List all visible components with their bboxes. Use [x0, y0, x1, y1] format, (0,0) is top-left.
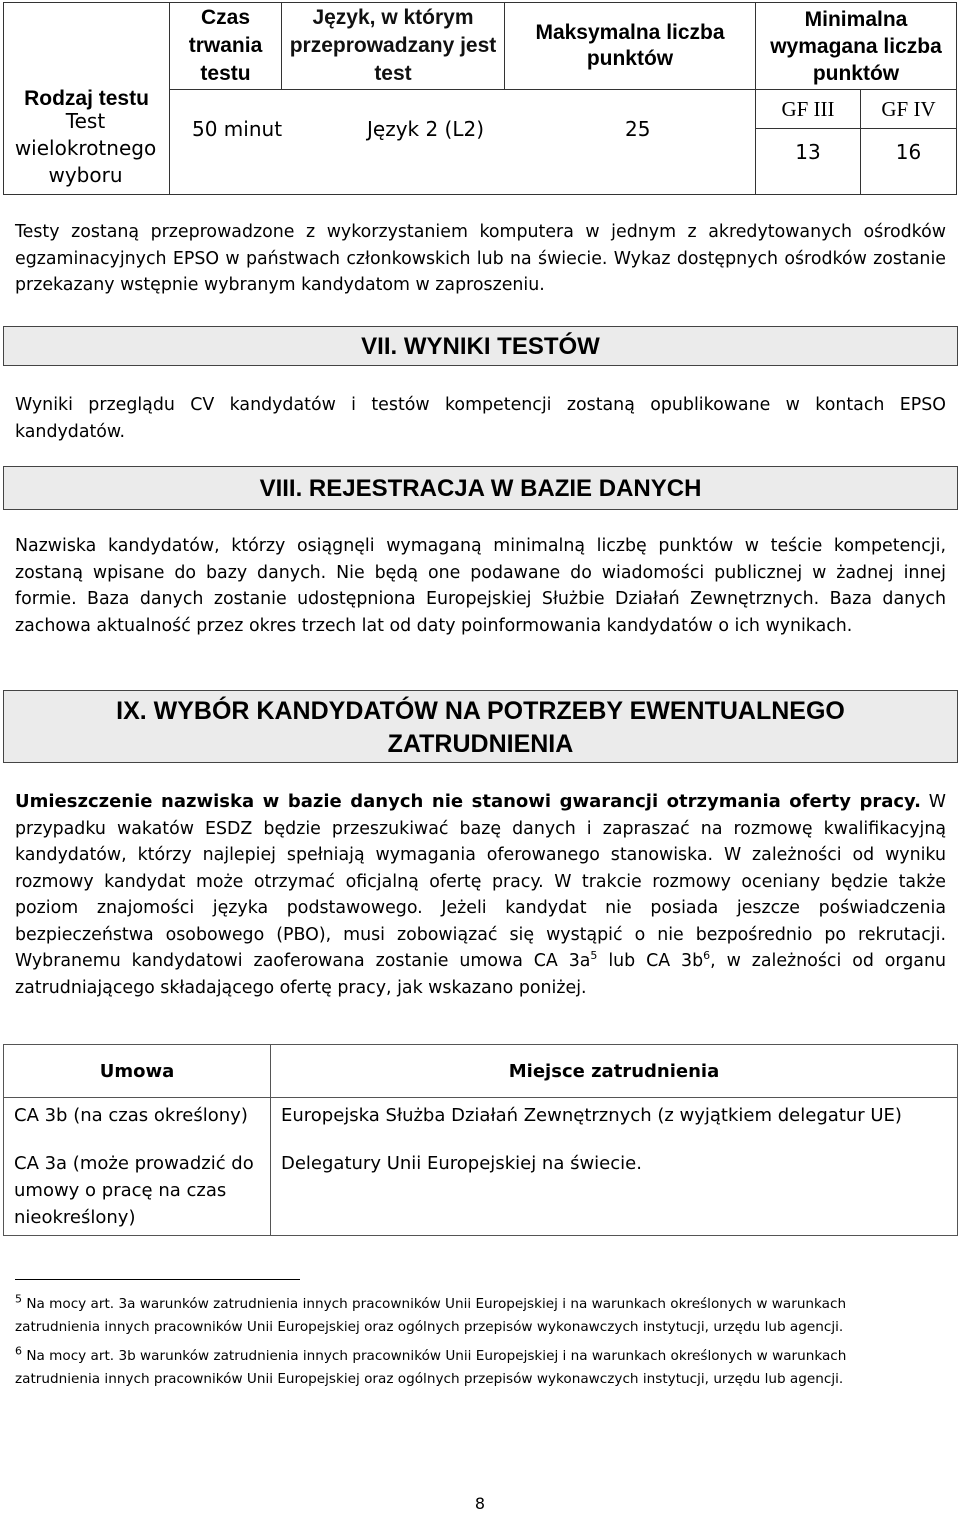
section-7-heading: VII. WYNIKI TESTÓW	[3, 326, 958, 366]
section-9-title-line1: IX. WYBÓR KANDYDATÓW NA POTRZEBY EWENTUALNEGO	[116, 697, 845, 725]
contract-row2-type: CA 3a (może prowadzić do umowy o pracę na czas nieokreślony)	[4, 1150, 271, 1236]
merged-values-cell	[170, 90, 756, 195]
gf4-label: GF IV	[861, 90, 956, 129]
section-9-paragraph	[15, 789, 946, 1001]
test-type-value: Test wielokrotnego wyboru	[14, 109, 157, 187]
contract-header-miejsce: Miejsce zatrudnienia	[271, 1045, 958, 1098]
min-points-cell	[756, 90, 957, 195]
section-8-paragraph	[15, 533, 946, 639]
contract-row1-type: CA 3b (na czas określony)	[4, 1098, 271, 1150]
section-9-text	[15, 789, 946, 1001]
footnote-5-text: Na mocy art. 3a warunków zatrudnienia innych pracowników Unii Europejskiej i na warunkach określonych w warunkach zatrudnienia innych pracowników Unii Europejskiej oraz ogólnych przepisów wykonawczych instytucji, urzędu lub agencji.	[15, 1296, 847, 1335]
gf3-label: GF III	[756, 90, 860, 129]
header-test-type: Rodzaj testu	[4, 3, 170, 195]
footnote-6-text: Na mocy art. 3b warunków zatrudnienia innych pracowników Unii Europejskiej i na warunkach określonych w warunkach zatrudnienia innych pracowników Unii Europejskiej oraz ogólnych przepisów wykonawczych instytucji, urzędu lub agencji.	[15, 1348, 847, 1387]
footnote-ref-5: 5	[590, 949, 598, 963]
header-min-points: Minimalna wymagana liczba punktów	[756, 3, 957, 90]
footnote-ref-6: 6	[703, 949, 711, 963]
language-value: Język 2 (L2)	[367, 117, 485, 141]
header-duration: Czas trwania testu	[170, 3, 282, 90]
section-9-title-line2: ZATRUDNIENIA	[387, 730, 574, 758]
intro-paragraph	[15, 219, 946, 299]
gf3-value: 13	[795, 139, 821, 164]
page-number: 8	[474, 1494, 486, 1513]
footnote-6	[15, 1345, 935, 1391]
contract-header-umowa: Umowa	[4, 1045, 271, 1098]
intro-text: Testy zostaną przeprowadzone z wykorzystaniem komputera w jednym z akredytowanych ośrodków egzaminacyjnych EPSO w państwach członkowskich lub na świecie. Wykaz dostępnych ośrodków zostanie przekazany wstępnie wybranym kandydatom w zaproszeniu.	[15, 222, 946, 295]
contract-row2-place: Delegatury Unii Europejskiej na świecie.	[271, 1150, 958, 1236]
header-max-points: Maksymalna liczba punktów	[505, 3, 756, 90]
footnote-5	[15, 1293, 935, 1339]
gf4-value: 16	[895, 139, 922, 164]
section-8-text: Nazwiska kandydatów, którzy osiągnęli wymaganą minimalną liczbę punktów w teście kompetencji, zostaną wpisane do bazy danych. Nie będą one podawane do wiadomości publicznej w żadnej innej formie. Baza danych zostanie udostępniona Europejskiej Służbie Działań Zewnętrznych. Baza danych zachowa aktualność przez okres trzech lat od daty poinformowania kandydatów o ich wynikach.	[15, 536, 946, 636]
section-7-paragraph	[15, 392, 946, 445]
max-points-value: 25	[625, 117, 651, 141]
duration-value: 50 minut	[192, 117, 283, 141]
section-9-heading	[3, 690, 958, 763]
section-9-bold-lead: Umieszczenie nazwiska w bazie danych nie stanowi gwarancji otrzymania oferty pracy.	[15, 791, 921, 812]
contract-row1-place: Europejska Służba Działań Zewnętrznych (z wyjątkiem delegatur UE)	[271, 1098, 958, 1150]
footnote-separator	[15, 1279, 300, 1280]
contract-table	[3, 1044, 958, 1236]
section-9-text-a: W przypadku wakatów ESDZ będzie przeszukiwać bazę danych i zapraszać na rozmowę kwalifikacyjną kandydatów, którzy najlepiej spełniają wymagania oferowanego stanowiska. W zależności od wyniku rozmowy kandydat może otrzymać oficjalną ofertę pracy. W trakcie rozmowy oceniany będzie także poziom znajomości języka podstawowego. Jeżeli kandydat nie posiada jeszcze poświadczenia bezpieczeństwa osobowego (PBO), musi zobowiązać się wystąpić o nie bezpośrednio po rekrutacji. Wybranemu kandydatowi zaoferowana zostanie umowa CA 3a	[15, 792, 946, 971]
header-language: Język, w którym przeprowadzany jest test	[282, 3, 505, 90]
section-8-heading: VIII. REJESTRACJA W BAZIE DANYCH	[3, 466, 958, 510]
footnote-5-number: 5	[15, 1292, 22, 1306]
section-9-text-b: lub CA 3b	[597, 951, 704, 971]
section-9-text-c: , w zależności od organu zatrudniającego składającego ofertę pracy, jak wskazano poniżej.	[15, 951, 946, 998]
footnote-6-number: 6	[15, 1344, 22, 1358]
section-7-text: Wyniki przeglądu CV kandydatów i testów kompetencji zostaną opublikowane w kontach EPSO kandydatów.	[15, 395, 946, 442]
